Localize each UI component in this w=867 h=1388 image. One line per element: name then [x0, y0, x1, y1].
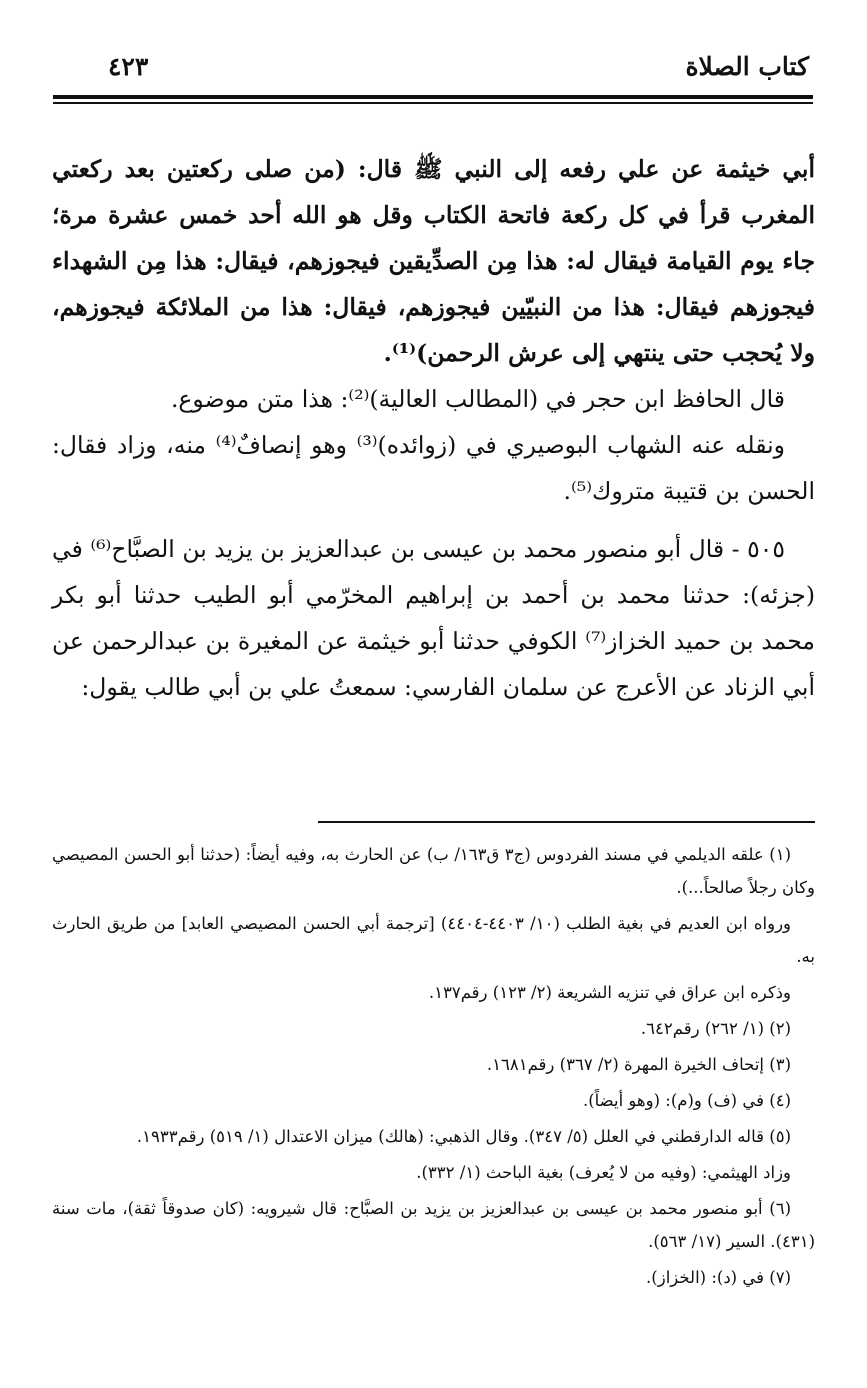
footnote-item: وزاد الهيثمي: (وفيه من لا يُعرف) بغية الباحث (١/ ٣٣٢).: [416, 1163, 791, 1182]
footnotes: [52, 838, 815, 1297]
page-number: ٤٢٣: [108, 52, 149, 81]
footnote-item: (٢) (١/ ٢٦٢) رقم٦٤٢.: [640, 1019, 791, 1038]
footnote-item: وذكره ابن عراق في تنزيه الشريعة (٢/ ١٢٣) رقم١٣٧.: [428, 983, 791, 1002]
main-text: [52, 146, 815, 710]
paragraph-ibn-hajar: قال الحافظ ابن حجر في (المطالب العالية)⁽²⁾: هذا متن موضوع.: [170, 385, 785, 413]
header-rule-thin: [53, 102, 813, 104]
footnote-item: (٧) في (د): (الخزاز).: [646, 1268, 791, 1287]
footnote-item: ورواه ابن العديم في بغية الطلب (١٠/ ٤٤٠٣-٤٤٠٤) [ترجمة أبي الحسن المصيصي العابد] من طريق الحارث به.: [52, 914, 815, 966]
header-rule-thick: [53, 95, 813, 99]
book-title: كتاب الصلاة: [685, 52, 809, 81]
footnote-item: (٦) أبو منصور محمد بن عيسى بن عبدالعزيز بن يزيد بن الصبَّاح: قال شيرويه: (كان صدوقاً ثقة)، مات سنة (٤٣١). السير (١٧/ ٥٦٣).: [52, 1199, 815, 1251]
paragraph-busiri: ونقله عنه الشهاب البوصيري في (زوائده)⁽³⁾ وهو إنصافٌ⁽⁴⁾ منه، وزاد فقال: الحسن بن قتيبة متروك⁽⁵⁾.: [52, 431, 815, 505]
footnote-item: (٤) في (ف) و(م): (وهو أيضاً).: [582, 1091, 791, 1110]
paragraph-hadith-text: أبي خيثمة عن علي رفعه إلى النبي ﷺ قال: (من صلى ركعتين بعد ركعتي المغرب قرأ في كل ركعة فاتحة الكتاب وقل هو الله أحد خمس عشرة مرة؛ جاء يوم القيامة فيقال له: هذا مِن الصدِّيقين فيجوزهم، فيقال: هذا مِن الشهداء فيجوزهم فيقال: هذا من النبيّين فيجوزهم، فيقال: هذا من الملائكة فيجوزهم، ولا يُحجب حتى ينتهي إلى عرش الرحمن)⁽¹⁾.: [52, 155, 815, 367]
footnote-separator: [318, 821, 815, 823]
footnote-item: (٣) إتحاف الخيرة المهرة (٢/ ٣٦٧) رقم١٦٨١.: [486, 1055, 791, 1074]
running-header: [58, 52, 809, 92]
footnote-item: (٥) قاله الدارقطني في العلل (٥/ ٣٤٧). وقال الذهبي: (هالك) ميزان الاعتدال (١/ ٥١٩) رقم١٩٣٣.: [136, 1127, 791, 1146]
footnote-item: (١) علقه الديلمي في مسند الفردوس (ج٣ ق١٦٣/ ب) عن الحارث به، وفيه أيضاً: (حدثنا أبو الحسن المصيصي وكان رجلاً صالحاً...).: [52, 845, 815, 897]
paragraph-hadith-505: ٥٠٥ - قال أبو منصور محمد بن عيسى بن عبدالعزيز بن يزيد بن الصبَّاح⁽⁶⁾ في (جزئه): حدثنا محمد بن أحمد بن إبراهيم المخرّمي أبو الطيب حدثنا أبو بكر محمد بن حميد الخزاز⁽⁷⁾ الكوفي حدثنا أبو خيثمة عن المغيرة بن عبدالرحمن عن أبي الزناد عن الأعرج عن سلمان الفارسي: سمعتُ علي بن أبي طالب يقول:: [52, 535, 815, 701]
